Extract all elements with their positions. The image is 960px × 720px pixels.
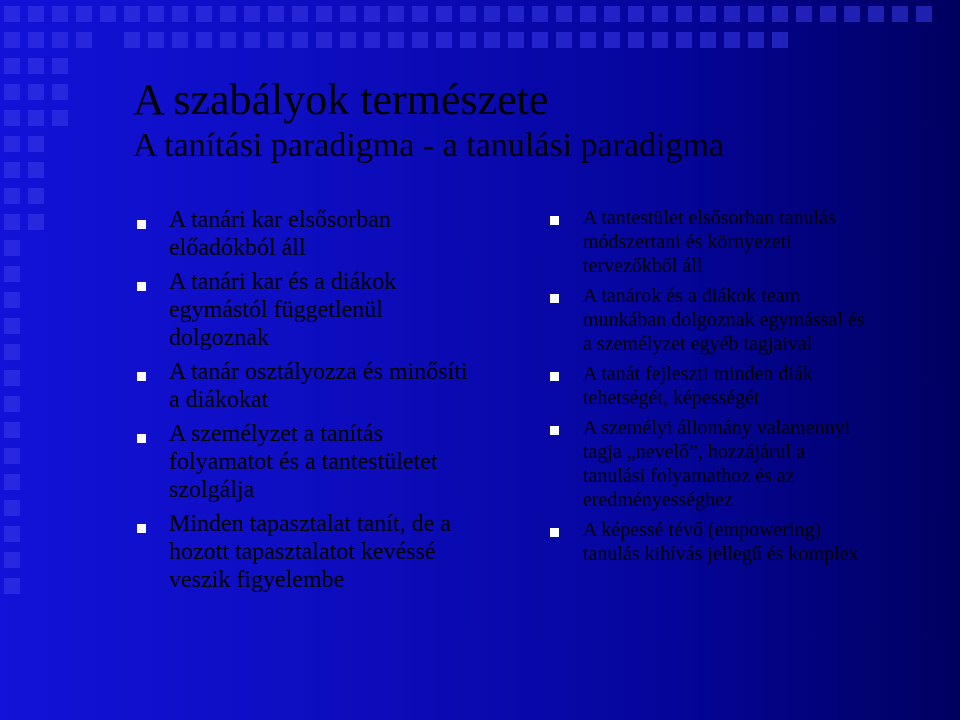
list-item: A személyi állomány valamennyi tagja „nevelő”, hozzájárul a tanulási folyamathoz és az eredményességhez [546,416,926,512]
slide-subtitle: A tanítási paradigma - a tanulási paradigma [133,127,725,164]
list-item: A tanárok és a diákok team munkában dolgoznak egymással és a személyzet egyéb tagjaival [546,284,926,356]
list-item: A tanári kar elsősorban előadókból áll [133,206,513,262]
list-item: A tanát fejleszti minden diák tehetségét, képességét [546,362,926,410]
square-bullet-icon [550,528,559,537]
learning-paradigm-list [546,206,926,572]
list-item: A személyzet a tanítás folyamatot és a tantestületet szolgálja [133,420,513,504]
list-item: Minden tapasztalat tanít, de a hozott tapasztalatot kevéssé veszik figyelembe [133,510,513,594]
square-bullet-icon [137,282,146,291]
list-item: A tanár osztályozza és minősíti a diákokat [133,358,513,414]
title-block [133,74,933,166]
list-item: A képessé tévő (empowering) tanulás kihívás jellegű és komplex [546,518,926,566]
square-bullet-icon [137,372,146,381]
teaching-paradigm-list [133,206,513,600]
square-bullet-icon [137,434,146,443]
square-bullet-icon [137,524,146,533]
square-bullet-icon [550,216,559,225]
list-item: A tanári kar és a diákok egymástól függetlenül dolgoznak [133,268,513,352]
square-bullet-icon [137,220,146,229]
list-item: A tantestület elsősorban tanulás módszertani és környezeti tervezőkből áll [546,206,926,278]
square-bullet-icon [550,426,559,435]
slide-title: A szabályok természete [133,75,549,124]
square-bullet-icon [550,294,559,303]
square-bullet-icon [550,372,559,381]
